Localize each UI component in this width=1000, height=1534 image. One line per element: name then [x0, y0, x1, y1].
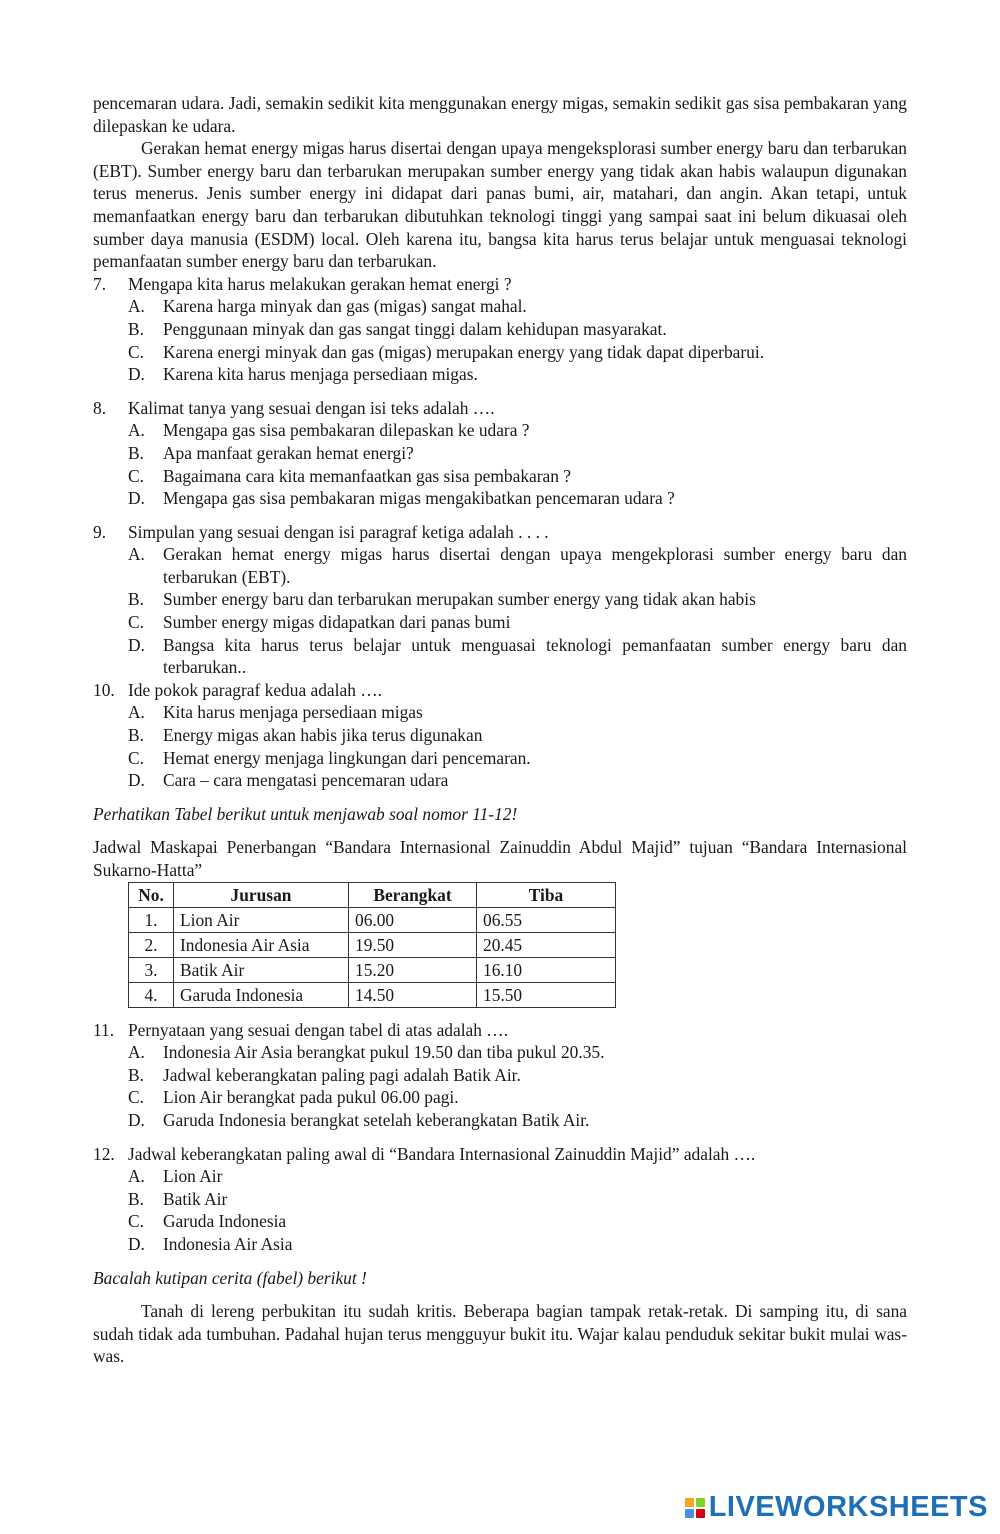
option-text: Apa manfaat gerakan hemat energi? [163, 442, 414, 463]
question-text: Simpulan yang sesuai dengan isi paragraf ketiga adalah . . . . [128, 521, 549, 542]
answer-option[interactable] [128, 1233, 907, 1256]
cell-jurusan: Indonesia Air Asia [174, 932, 349, 957]
question [93, 679, 907, 702]
option-letter: D. [128, 1109, 145, 1130]
option-letter: B. [128, 318, 144, 339]
flight-schedule-table [128, 882, 616, 1008]
answer-option[interactable] [128, 487, 907, 510]
answer-option[interactable] [128, 747, 907, 770]
logo-square-4 [696, 1509, 705, 1518]
option-letter: D. [128, 364, 145, 385]
option-letter: C. [128, 465, 144, 486]
option-letter: B. [128, 1064, 144, 1085]
option-text: Gerakan hemat energy migas harus disertai dengan upaya mengekplorasi sumber energy baru dan terbarukan (EBT). [163, 544, 907, 587]
worksheet-page [93, 92, 907, 1368]
table-instruction: Perhatikan Tabel berikut untuk menjawab soal nomor 11-12! [93, 803, 518, 824]
option-text: Garuda Indonesia [163, 1211, 287, 1232]
answer-option[interactable] [128, 611, 907, 634]
cell-no: 3. [129, 957, 174, 982]
question-text: Ide pokok paragraf kedua adalah …. [128, 679, 382, 700]
logo-square-1 [685, 1498, 694, 1507]
option-letter: A. [128, 420, 145, 441]
option-text: Lion Air [163, 1166, 223, 1187]
answer-option[interactable] [128, 701, 907, 724]
question-number: 12. [93, 1143, 115, 1164]
question-text: Mengapa kita harus melakukan gerakan hemat energi ? [128, 273, 512, 294]
option-text: Sumber energy baru dan terbarukan merupakan sumber energy yang tidak akan habis [163, 589, 756, 610]
logo-grid-icon [685, 1498, 705, 1518]
cell-berangkat: 14.50 [349, 982, 477, 1007]
fable-instruction: Bacalah kutipan cerita (fabel) berikut ! [93, 1267, 367, 1288]
answer-option[interactable] [128, 1086, 907, 1109]
table-row [129, 957, 616, 982]
option-letter: C. [128, 1211, 144, 1232]
option-text: Mengapa gas sisa pembakaran dilepaskan ke udara ? [163, 420, 530, 441]
option-letter: A. [128, 1166, 145, 1187]
question [93, 273, 907, 296]
option-letter: B. [128, 589, 144, 610]
question-group-b [93, 1019, 907, 1256]
option-letter: C. [128, 747, 144, 768]
option-text: Bagaimana cara kita memanfaatkan gas sisa pembakaran ? [163, 465, 572, 486]
option-letter: B. [128, 725, 144, 746]
answer-option[interactable] [128, 363, 907, 386]
intro-paragraph-1: pencemaran udara. Jadi, semakin sedikit kita menggunakan energy migas, semakin sedikit gas sisa pembakaran yang dilepaskan ke udara. [93, 93, 907, 136]
option-text: Karena kita harus menjaga persediaan migas. [163, 364, 478, 385]
answer-option[interactable] [128, 769, 907, 792]
cell-jurusan: Lion Air [174, 907, 349, 932]
option-text: Jadwal keberangkatan paling pagi adalah Batik Air. [163, 1064, 521, 1085]
question-number: 7. [93, 273, 107, 294]
option-text: Karena energi minyak dan gas (migas) merupakan energy yang tidak dapat diperbarui. [163, 341, 765, 362]
header-jurusan: Jurusan [174, 882, 349, 907]
cell-berangkat: 15.20 [349, 957, 477, 982]
cell-tiba: 20.45 [477, 932, 616, 957]
answer-option[interactable] [128, 1188, 907, 1211]
answer-option[interactable] [128, 724, 907, 747]
cell-jurusan: Batik Air [174, 957, 349, 982]
table-caption: Jadwal Maskapai Penerbangan “Bandara Internasional Zainuddin Abdul Majid” tujuan “Bandara Internasional Sukarno-Hatta” [93, 837, 907, 880]
answer-option[interactable] [128, 1064, 907, 1087]
question-group-a [93, 273, 907, 792]
table-row [129, 982, 616, 1007]
option-text: Indonesia Air Asia [163, 1233, 293, 1254]
answer-option[interactable] [128, 419, 907, 442]
option-text: Indonesia Air Asia berangkat pukul 19.50 dan tiba pukul 20.35. [163, 1042, 605, 1063]
option-text: Hemat energy menjaga lingkungan dari pencemaran. [163, 747, 531, 768]
option-letter: C. [128, 1087, 144, 1108]
answer-option[interactable] [128, 543, 907, 588]
intro-paragraph-2: Gerakan hemat energy migas harus disertai dengan upaya mengeksplorasi sumber energy baru dan terbarukan (EBT). Sumber energy baru dan terbarukan merupakan sumber energy yang tidak akan habis walaupun digunakan terus menerus. Jenis sumber energy ini didapat dari panas bumi, air, matahari, dan angin. Akan tetapi, untuk memanfaatkan energy baru dan terbarukan dibutuhkan teknologi tinggi yang sampai saat ini belum dikuasai oleh sumber daya manusia (ESDM) local. Oleh karena itu, bangsa kita harus terus belajar untuk menguasai teknologi pemanfaatan sumber energy baru dan terbarukan. [93, 138, 907, 272]
answer-option[interactable] [128, 295, 907, 318]
cell-no: 4. [129, 982, 174, 1007]
logo-text: LIVEWORKSHEETS [708, 1491, 988, 1523]
option-text: Mengapa gas sisa pembakaran migas mengakibatkan pencemaran udara ? [163, 488, 675, 509]
option-text: Bangsa kita harus terus belajar untuk menguasai teknologi pemanfaatan sumber energy baru dan terbarukan.. [163, 634, 907, 678]
table-row [129, 907, 616, 932]
cell-tiba: 16.10 [477, 957, 616, 982]
answer-option[interactable] [128, 341, 907, 364]
logo-square-3 [685, 1509, 694, 1518]
question-text: Kalimat tanya yang sesuai dengan isi teks adalah …. [128, 397, 495, 418]
cell-no: 2. [129, 932, 174, 957]
cell-tiba: 06.55 [477, 907, 616, 932]
question-number: 9. [93, 521, 107, 542]
option-letter: A. [128, 1042, 145, 1063]
cell-tiba: 15.50 [477, 982, 616, 1007]
cell-berangkat: 06.00 [349, 907, 477, 932]
option-text: Cara – cara mengatasi pencemaran udara [163, 770, 449, 791]
cell-berangkat: 19.50 [349, 932, 477, 957]
option-letter: A. [128, 702, 145, 723]
header-tiba: Tiba [477, 882, 616, 907]
question-number: 10. [93, 679, 115, 700]
header-no: No. [129, 882, 174, 907]
option-text: Garuda Indonesia berangkat setelah keberangkatan Batik Air. [163, 1109, 590, 1130]
table-header-row [129, 882, 616, 907]
answer-option[interactable] [128, 588, 907, 611]
answer-option[interactable] [128, 442, 907, 465]
option-text: Kita harus menjaga persediaan migas [163, 702, 423, 723]
question [93, 397, 907, 420]
option-text: Penggunaan minyak dan gas sangat tinggi dalam kehidupan masyarakat. [163, 318, 667, 339]
cell-jurusan: Garuda Indonesia [174, 982, 349, 1007]
answer-option[interactable] [128, 1041, 907, 1064]
option-letter: D. [128, 1233, 145, 1254]
question [93, 521, 907, 544]
option-letter: A. [128, 296, 145, 317]
option-letter: C. [128, 612, 144, 633]
answer-option[interactable] [128, 1210, 907, 1233]
question-text: Jadwal keberangkatan paling awal di “Bandara Internasional Zainuddin Majid” adalah …. [128, 1143, 756, 1164]
answer-option[interactable] [128, 318, 907, 341]
option-text: Batik Air [163, 1188, 228, 1209]
option-text: Energy migas akan habis jika terus digunakan [163, 725, 483, 746]
table-row [129, 932, 616, 957]
answer-option[interactable] [128, 1109, 907, 1132]
fable-text: Tanah di lereng perbukitan itu sudah kritis. Beberapa bagian tampak retak-retak. Di samping itu, di sana sudah tidak ada tumbuhan. Padahal hujan terus mengguyur bukit itu. Wajar kalau penduduk sekitar bukit mulai was-was. [93, 1301, 907, 1367]
header-berangkat: Berangkat [349, 882, 477, 907]
answer-option[interactable] [128, 634, 907, 679]
cell-no: 1. [129, 907, 174, 932]
question-number: 8. [93, 397, 107, 418]
option-text: Karena harga minyak dan gas (migas) sangat mahal. [163, 296, 527, 317]
option-letter: D. [128, 634, 145, 655]
question-text: Pernyataan yang sesuai dengan tabel di atas adalah …. [128, 1019, 509, 1040]
liveworksheets-logo [685, 1491, 988, 1524]
logo-square-2 [696, 1498, 705, 1507]
option-letter: C. [128, 341, 144, 362]
option-text: Lion Air berangkat pada pukul 06.00 pagi. [163, 1087, 459, 1108]
answer-option[interactable] [128, 465, 907, 488]
question [93, 1019, 907, 1042]
answer-option[interactable] [128, 1165, 907, 1188]
question [93, 1143, 907, 1166]
option-letter: D. [128, 488, 145, 509]
option-letter: D. [128, 770, 145, 791]
option-letter: B. [128, 1188, 144, 1209]
option-letter: B. [128, 442, 144, 463]
option-text: Sumber energy migas didapatkan dari panas bumi [163, 612, 511, 633]
option-letter: A. [128, 544, 145, 565]
question-number: 11. [93, 1019, 115, 1040]
